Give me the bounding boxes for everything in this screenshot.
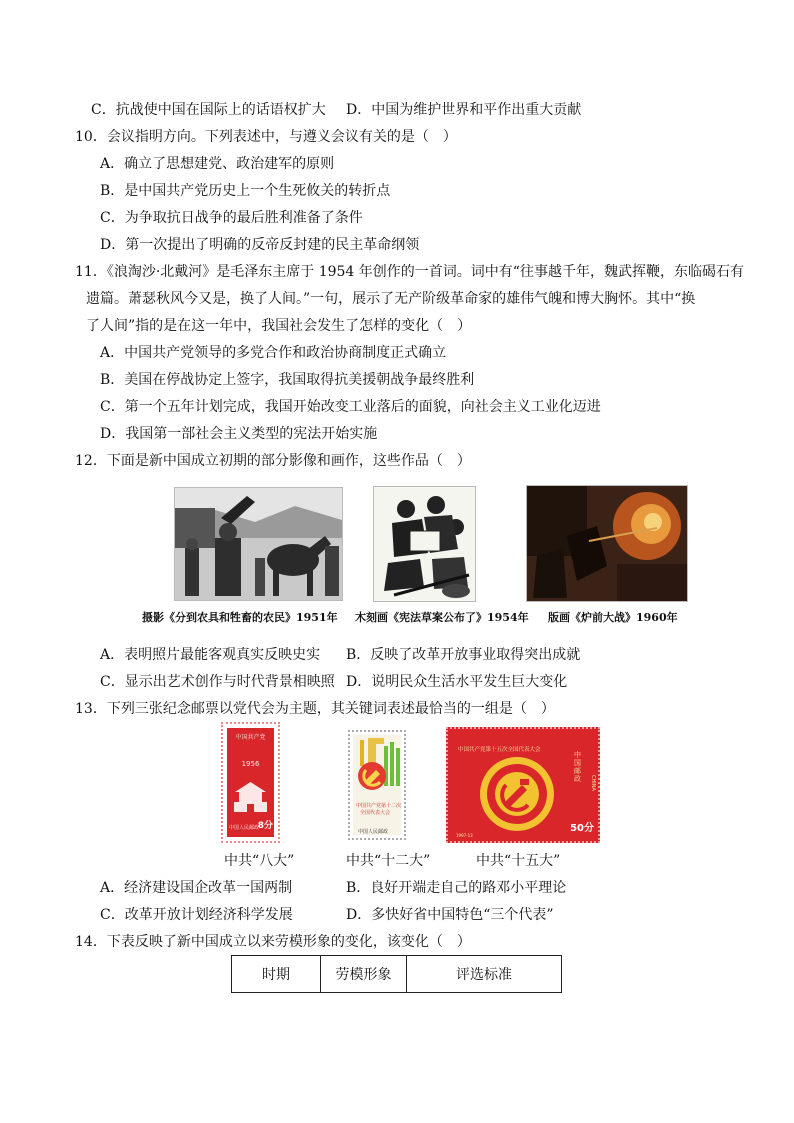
q11-option-c: C．第一个五年计划完成，我国开始改变工业落后的面貌，向社会主义工业化迈进 [100,399,601,415]
table-header-criteria: 评选标准 [407,956,562,993]
print-furnace-1960 [526,485,688,602]
q10-stem: 10．会议指明方向。下列表述中，与遵义会议有关的是（ ） [75,129,457,145]
stamp-1-year: 1956 [241,760,260,768]
stamp-12th-congress [348,730,406,840]
stamp-3-issuer: 中国邮政 [574,751,581,783]
q10-option-d: D．第一次提出了明确的反帝反封建的民主革命纲领 [100,237,420,253]
stamp-1-value: 8分 [257,821,273,831]
stamp-label-8th: 中共“八大” [224,853,295,869]
table-header-image: 劳模形象 [321,956,407,993]
q11-option-d: D．我国第一部社会主义类型的宪法开始实施 [100,426,378,442]
stamp-8th-congress [221,722,280,843]
q13-option-c: C．改革开放计划经济科学发展 [100,907,293,923]
q13-option-d: D．多快好省中国特色“三个代表” [346,907,554,923]
farmers-photo-image [175,488,342,600]
stamp-1-issuer: 中国人民邮政 [229,825,260,831]
q11-stem-line-3: 了人间”指的是在这一年中，我国社会发生了怎样的变化（ ） [86,318,472,334]
photo-farmers-1951 [174,487,343,601]
table-header-period: 时期 [232,956,321,993]
q13-option-a: A．经济建设国企改革一国两制 [100,880,293,896]
q13-option-b: B．良好开端走自己的路邓小平理论 [346,880,567,896]
party-emblem-icon [354,736,402,796]
q12-option-c: C．显示出艺术创作与时代背景相映照 [100,674,335,690]
q11-stem-line-2: 遗篇。萧瑟秋风今又是，换了人间。”一句，展示了无产阶级革命家的雄伟气魄和博大胸怀。其中“换 [86,291,696,307]
stamp-label-15th: 中共“十五大” [476,853,561,869]
stamp-3-value: 50分 [570,823,594,834]
q12-stem: 12．下面是新中国成立初期的部分影像和画作，这些作品（ ） [75,453,471,469]
stamp-3-title: 中国共产党第十五次全国代表大会 [458,747,541,753]
stamp-2-text-1: 中国共产党第十二次 [356,803,402,809]
model-worker-table [231,955,562,993]
woodcut-image [374,487,475,601]
stamp-15th-congress [446,727,600,843]
caption-farmers-photo: 摄影《分到农具和牲畜的农民》1951年 [142,611,338,624]
stamp-3-code: 1997-13 [456,833,473,838]
stamp-1-top-text: 中国共产党 [235,734,266,741]
caption-furnace-print: 版画《炉前大战》1960年 [548,611,678,624]
q10-option-b: B．是中国共产党历史上一个生死攸关的转折点 [100,183,391,199]
q12-option-b: B．反映了改革开放事业取得突出成就 [346,647,581,663]
furnace-print-image [527,486,687,601]
stamp-3-issuer-en: CHINA [590,775,596,791]
stamp-label-12th: 中共“十二大” [346,853,431,869]
q10-option-a: A．确立了思想建党、政治建军的原则 [100,156,335,172]
caption-woodcut: 木刻画《宪法草案公布了》1954年 [355,611,529,624]
q9-option-c: C．抗战使中国在国际上的话语权扩大 [91,102,326,118]
tiananmen-icon [232,774,269,814]
stamp-2-text-2: 全国代表大会 [360,810,391,816]
q12-option-d: D．说明民众生活水平发生巨大变化 [346,674,568,690]
stamp-2-issuer: 中国人民邮政 [358,829,389,835]
q9-option-d: D．中国为维护世界和平作出重大贡献 [346,102,582,118]
woodcut-constitution-1954 [373,486,476,602]
q10-option-c: C．为争取抗日战争的最后胜利准备了条件 [100,210,363,226]
q11-option-a: A．中国共产党领导的多党合作和政治协商制度正式确立 [100,345,447,361]
q14-stem: 14．下表反映了新中国成立以来劳模形象的变化，该变化（ ） [75,934,471,950]
q12-option-a: A．表明照片最能客观真实反映史实 [100,647,321,663]
party-emblem-wreath-icon [476,755,558,833]
q13-stem: 13．下列三张纪念邮票以党代会为主题，其关键词表述最恰当的一组是（ ） [75,701,555,717]
table-header-row [232,956,562,993]
q11-option-b: B．美国在停战协定上签字，我国取得抗美援朝战争最终胜利 [100,372,475,388]
q11-stem-line-1: 11．《浪淘沙·北戴河》是毛泽东主席于 1954 年创作的一首词。词中有“往事越千年，魏武挥鞭，东临碣石有 [75,264,744,280]
